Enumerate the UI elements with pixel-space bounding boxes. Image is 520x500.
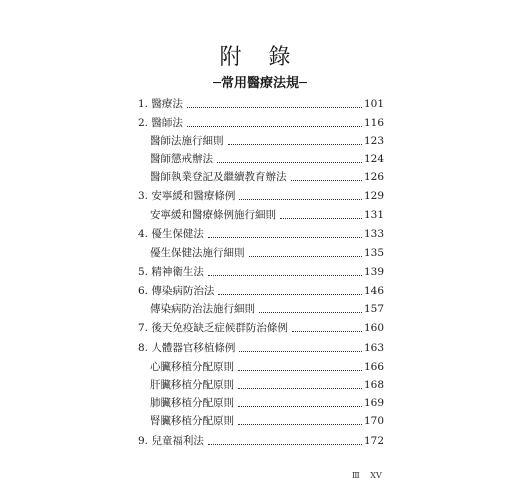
toc-page-number: 160 <box>363 322 384 334</box>
toc-page-number: 131 <box>363 209 384 221</box>
toc-entry <box>138 431 384 448</box>
dot-leader <box>218 293 362 295</box>
footer-page-number: XV <box>370 471 382 480</box>
toc-entry <box>138 94 384 111</box>
toc-entry <box>138 262 384 279</box>
toc-page-number: 126 <box>363 171 384 183</box>
toc-page-number: 101 <box>363 98 384 110</box>
toc-page-number: 133 <box>363 228 384 240</box>
toc-page-number: 157 <box>363 303 384 315</box>
dot-leader <box>208 274 362 276</box>
toc-subentry <box>150 357 384 374</box>
toc-subentry <box>150 243 384 260</box>
dot-leader <box>238 423 362 425</box>
dot-leader <box>238 369 362 371</box>
toc-entry <box>138 281 384 298</box>
dot-leader <box>239 350 362 352</box>
toc-entry-label: 肺臟移植分配原則 <box>150 397 234 409</box>
dot-leader <box>208 236 362 238</box>
dot-leader <box>249 255 362 257</box>
toc-page-number: 129 <box>363 190 384 202</box>
toc-page-number: 168 <box>363 379 384 391</box>
dot-leader <box>259 311 362 313</box>
toc-entry-label: 醫師法施行細則 <box>150 135 224 147</box>
toc-entry-label: 心臟移植分配原則 <box>150 361 234 373</box>
dot-leader <box>238 387 362 389</box>
toc-subentry <box>150 167 384 184</box>
toc-page-number: 116 <box>363 117 384 129</box>
toc-page-number: 139 <box>363 266 384 278</box>
toc-entry-label: 醫師懲戒辦法 <box>150 153 213 165</box>
toc-entry <box>138 224 384 241</box>
toc-entry-label: 9. 兒童福利法 <box>138 435 204 447</box>
toc-page-number: 170 <box>363 415 384 427</box>
toc-subentry <box>150 205 384 222</box>
dot-leader <box>217 161 362 163</box>
toc-entry <box>138 318 384 335</box>
footer-mark: Ⅲ <box>352 471 360 480</box>
page-subtitle: ─常用醫療法規─ <box>213 76 307 91</box>
dot-leader <box>280 217 362 219</box>
toc-entry-label: 傳染病防治法施行細則 <box>150 303 255 315</box>
toc-entry-label: 腎臟移植分配原則 <box>150 415 234 427</box>
toc-entry <box>138 113 384 130</box>
toc-subentry <box>150 375 384 392</box>
toc-entry-label: 2. 醫師法 <box>138 117 183 129</box>
toc-page-number: 123 <box>363 135 384 147</box>
toc-page-number: 169 <box>363 397 384 409</box>
dot-leader <box>291 179 362 181</box>
page-footer <box>352 471 382 480</box>
dot-leader <box>187 106 362 108</box>
toc-entry-label: 安寧緩和醫療條例施行細則 <box>150 209 276 221</box>
toc-entry <box>138 338 384 355</box>
toc-page-number: 124 <box>363 153 384 165</box>
toc-entry-label: 6. 傳染病防治法 <box>138 285 215 297</box>
toc-entry-label: 醫師執業登記及繼續教育辦法 <box>150 171 287 183</box>
dot-leader <box>239 198 362 200</box>
toc-entry-label: 7. 後天免疫缺乏症候群防治條例 <box>138 322 288 334</box>
toc-entry-label: 優生保健法施行細則 <box>150 247 245 259</box>
toc-entry-label: 3. 安寧緩和醫療條例 <box>138 190 236 202</box>
toc-page-number: 135 <box>363 247 384 259</box>
toc-subentry <box>150 149 384 166</box>
dot-leader <box>292 330 362 332</box>
toc-page-number: 172 <box>363 435 384 447</box>
toc-subentry <box>150 411 384 428</box>
dot-leader <box>187 125 362 127</box>
toc-page-number: 166 <box>363 361 384 373</box>
toc-entry-label: 8. 人體器官移植條例 <box>138 342 236 354</box>
toc-entry-label: 4. 優生保健法 <box>138 228 204 240</box>
dot-leader <box>208 443 362 445</box>
toc-subentry <box>150 299 384 316</box>
toc-page-number: 146 <box>363 285 384 297</box>
toc-subentry <box>150 393 384 410</box>
toc-entry <box>138 186 384 203</box>
toc-subentry <box>150 131 384 148</box>
toc-entry-label: 1. 醫療法 <box>138 98 183 110</box>
toc-page-number: 163 <box>363 342 384 354</box>
dot-leader <box>228 143 362 145</box>
dot-leader <box>238 405 362 407</box>
toc-entry-label: 肝臟移植分配原則 <box>150 379 234 391</box>
page-title: 附 錄 <box>219 45 301 70</box>
toc-entry-label: 5. 精神衛生法 <box>138 266 204 278</box>
